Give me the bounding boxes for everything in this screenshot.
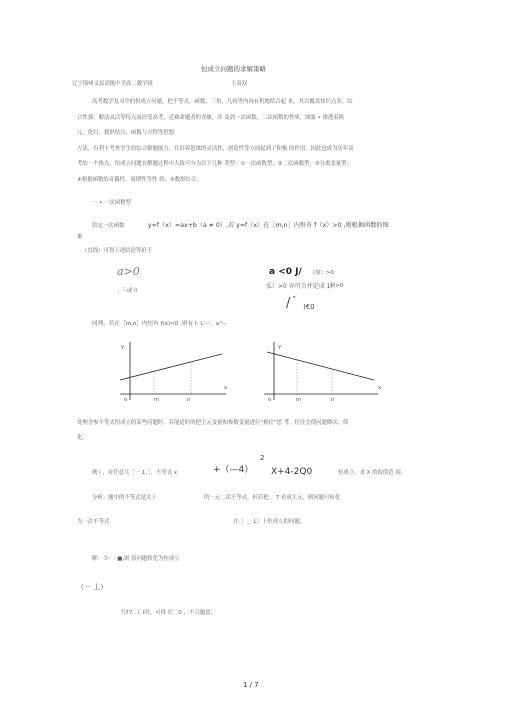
graph2-origin: o: [268, 397, 272, 403]
section-heading-linear: 一 • 一次函数型: [92, 200, 131, 206]
intro-line-6: ④根据函数的奇偶性，周期性等性 质；⑤数形结合。: [77, 177, 202, 183]
number-two: 2: [260, 454, 265, 462]
graph1-x-label: x: [224, 385, 228, 391]
condition-merge-b: 何>0: [330, 283, 344, 289]
given-text-a: 给定一次函数: [92, 223, 125, 229]
condition-a-negative: a <0 J/: [269, 267, 302, 277]
intro-line-2: 合性强，解法灵活等特点而倍受高考，竞赛命题者的青睐，涉 及到一次函数，二次函数的性质，图象 • 渗透着换: [77, 115, 345, 121]
case-line: 当77..工 I时，可得 壮二0 ，不合题意，: [120, 610, 216, 616]
given-text-d: （直线）可得上述结论等价于: [82, 248, 153, 254]
graph1-origin: o: [124, 397, 128, 403]
example-1-a: 例 i ，对任意兀［一 1，］，不等式 x: [92, 470, 178, 476]
graph1-y-label: y: [121, 344, 125, 350]
given-text-b: y=f（x）=ax+b（a ≠ 0）,若 y=f（x）在［m,n］内恒有 f（x）>0 ,则根据函数的图: [148, 222, 389, 229]
similar-rule: 同理，若在［m,n］内恒有 f(x)<0 ,则有 I- L'--'.. a"--: [92, 321, 226, 327]
page-number: 1 / 7: [243, 681, 259, 689]
condition-merge: 弘）>0 亦可合并定成 1/: [266, 283, 333, 290]
condition-combined-mark: ”: [292, 295, 297, 304]
intro-line-5: 考的一个热点，恒成立问题在解题过程中大致可分为以下几种 类型：①一次函数型；②二次函数型；③分离变量型；: [77, 161, 352, 167]
graph2-n: n: [331, 397, 335, 403]
solution-line: 解：令：- ■,则 原问题转化为恒成立: [92, 556, 180, 562]
bracket-expression: （一 丄）: [77, 583, 108, 591]
analysis-b: 的一元二次不等式，但若把 ．7 看成主元，则问题可转化: [204, 495, 341, 501]
condition-combined: )€0: [303, 303, 315, 311]
swap-idea-line-1: 处理含参不等式恒成立的某些问题时，若能适时的把主元变量和参数变量进行“换位”思 考，往往会使问题降次，简: [77, 420, 349, 426]
example-1-c: X+4-2Q0: [271, 467, 313, 477]
condition-or: ；「-或 ii: [117, 288, 138, 294]
page-title: 恒成立问题的求解策略: [201, 65, 266, 73]
intro-line-1: 高考数学复习中的恒成立问题，把不等式，函数，三角，几何等内容有机地结合起 来，其以覆盖知识点多，综: [92, 99, 353, 105]
given-text-c: 象: [77, 234, 83, 240]
graph2-m: m: [296, 397, 302, 403]
author-name: 王双双: [231, 81, 248, 87]
analysis-a: 分析：题中的不等式是关于: [92, 495, 157, 501]
graph1-n: n: [187, 397, 191, 403]
graph-increasing-line: [118, 340, 228, 408]
condition-combined-bracket: /: [286, 296, 291, 311]
intro-line-3: 元，化归，数形结合，函数与方程等思想: [77, 130, 175, 136]
author-school: 辽宁锦州义县高级中学高二数学组: [72, 81, 153, 87]
intro-line-4: 方法，有利于考查学生的综合解题能力，在培养思维的灵活性，创造性等方面起到了积极 的作用。因此也成为历年高: [77, 146, 354, 152]
example-1-d: 恒成立，求 X 的取值范 围。: [338, 470, 407, 476]
graph2-y-label: y: [278, 344, 282, 350]
condition-a-negative-b: (加）>0: [313, 270, 334, 276]
analysis-c: 为一次不等式: [77, 519, 110, 525]
analysis-d: 在：］＿ L］上恒成立的问题。: [233, 519, 306, 525]
graph1-line: [120, 354, 222, 380]
swap-idea-line-2: 化。: [77, 435, 88, 441]
graph2-x-label: x: [378, 385, 382, 391]
graph1-m: m: [154, 397, 160, 403]
graph2-line: [267, 352, 374, 380]
condition-a-positive: a>0: [117, 265, 140, 278]
example-1-b: +（—4）: [213, 465, 254, 475]
